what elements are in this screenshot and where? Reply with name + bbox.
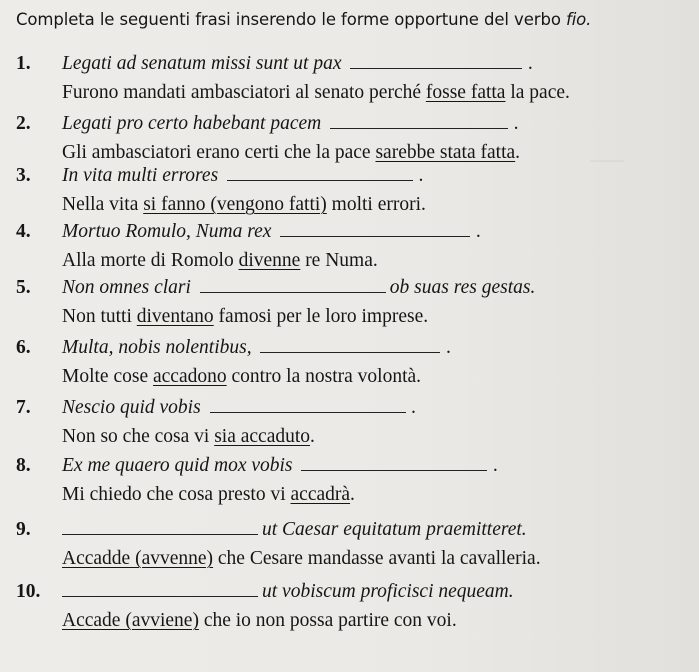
bleed-through-text: —— xyxy=(590,150,624,169)
italian-translation xyxy=(62,426,315,448)
italian-translation xyxy=(62,610,457,632)
italian-translation xyxy=(62,366,421,388)
latin-sentence xyxy=(16,276,535,299)
answer-blank[interactable] xyxy=(280,220,470,237)
answer-blank[interactable] xyxy=(227,164,413,181)
answer-blank[interactable] xyxy=(210,396,406,413)
instruction-text: Completa le seguenti frasi inserendo le forme opportune del verbo xyxy=(16,10,561,29)
answer-blank[interactable] xyxy=(260,336,440,353)
answer-blank[interactable] xyxy=(62,580,258,597)
latin-text-after: . xyxy=(514,113,519,134)
latin-text: Nescio quid vobis xyxy=(62,397,201,418)
translation-text-after: . xyxy=(310,426,315,447)
latin-sentence xyxy=(16,396,416,419)
italian-translation xyxy=(62,306,428,328)
translation-text: Nella vita xyxy=(62,194,144,215)
answer-blank[interactable] xyxy=(301,454,487,471)
translation-text: Alla morte di Romolo xyxy=(62,250,239,271)
exercise-number: 4. xyxy=(16,221,31,242)
latin-sentence xyxy=(16,580,514,603)
latin-text: Non omnes clari xyxy=(62,277,191,298)
latin-sentence xyxy=(16,518,527,541)
italian-translation xyxy=(62,548,541,570)
translation-text: Non tutti xyxy=(62,306,137,327)
translation-text: Mi chiedo che cosa presto vi xyxy=(62,484,291,505)
italian-translation xyxy=(62,484,355,506)
latin-text-after: . xyxy=(476,221,482,242)
exercise-number: 8. xyxy=(16,455,31,476)
underlined-verb: sarebbe stata fatta xyxy=(375,142,516,163)
exercise-number: 3. xyxy=(16,165,31,186)
translation-text-after: molti errori. xyxy=(326,194,426,215)
underlined-verb: sia accaduto xyxy=(214,426,311,447)
underlined-verb: si fanno (vengono fatti) xyxy=(143,194,327,215)
translation-text-after: famosi per le loro imprese. xyxy=(213,306,429,327)
translation-text-after: che io non possa partire con voi. xyxy=(198,610,457,631)
latin-text-after: . xyxy=(493,455,499,476)
latin-text: Legati pro certo habebant pacem xyxy=(62,113,322,134)
latin-text-after: ut vobiscum proficisci nequeam. xyxy=(262,581,514,602)
italian-translation xyxy=(62,142,520,164)
underlined-verb: accadono xyxy=(152,366,227,387)
answer-blank[interactable] xyxy=(350,52,522,69)
latin-text-after: ob suas res gestas. xyxy=(389,277,536,298)
instruction xyxy=(16,10,591,29)
translation-text-after: . xyxy=(350,484,355,505)
latin-text-after: ut Caesar equitatum praemitteret. xyxy=(262,519,527,540)
answer-blank[interactable] xyxy=(330,112,508,129)
latin-sentence xyxy=(16,454,498,477)
answer-blank[interactable] xyxy=(200,276,386,293)
exercise-number: 10. xyxy=(16,581,41,602)
translation-text-after: che Cesare mandasse avanti la cavalleria. xyxy=(213,548,541,569)
latin-sentence xyxy=(16,112,519,135)
translation-text-after: la pace. xyxy=(505,82,570,103)
latin-text: Ex me quaero quid mox vobis xyxy=(62,455,293,476)
translation-text: Non so che cosa vi xyxy=(62,426,215,447)
exercise-number: 1. xyxy=(16,53,31,74)
exercise-number: 6. xyxy=(16,337,31,358)
latin-sentence xyxy=(16,52,533,75)
underlined-verb: Accadde (avvenne) xyxy=(62,548,214,569)
latin-text: In vita multi errores xyxy=(62,165,219,186)
italian-translation xyxy=(62,250,378,272)
latin-sentence xyxy=(16,164,424,187)
exercise-number: 2. xyxy=(16,113,31,134)
instruction-verb: fio. xyxy=(565,10,592,29)
underlined-verb: fosse fatta xyxy=(425,82,506,103)
exercise-number: 9. xyxy=(16,519,31,540)
latin-text: Mortuo Romulo, Numa rex xyxy=(62,221,272,242)
latin-text: Legati ad senatum missi sunt ut pax xyxy=(62,53,342,74)
latin-sentence xyxy=(16,220,481,243)
translation-text: Gli ambasciatori erano certi che la pace xyxy=(62,142,376,163)
translation-text-after: contro la nostra volontà. xyxy=(226,366,422,387)
latin-text: Multa, nobis nolentibus, xyxy=(62,337,252,358)
translation-text-after: re Numa. xyxy=(300,250,378,271)
underlined-verb: divenne xyxy=(238,250,301,271)
latin-sentence xyxy=(16,336,451,359)
translation-text: Furono mandati ambasciatori al senato perché xyxy=(62,82,426,103)
underlined-verb: Accade (avviene) xyxy=(62,610,199,631)
latin-text-after: . xyxy=(528,53,534,74)
latin-text-after: . xyxy=(411,397,417,418)
latin-text-after: . xyxy=(419,165,424,186)
underlined-verb: accadrà xyxy=(290,484,351,505)
italian-translation xyxy=(62,194,426,216)
exercise-number: 5. xyxy=(16,277,31,298)
translation-text-after: . xyxy=(515,142,521,163)
translation-text: Molte cose xyxy=(62,366,153,387)
exercise-number: 7. xyxy=(16,397,31,418)
latin-text-after: . xyxy=(446,337,452,358)
underlined-verb: diventano xyxy=(136,306,214,327)
answer-blank[interactable] xyxy=(62,518,258,535)
italian-translation xyxy=(62,82,570,104)
